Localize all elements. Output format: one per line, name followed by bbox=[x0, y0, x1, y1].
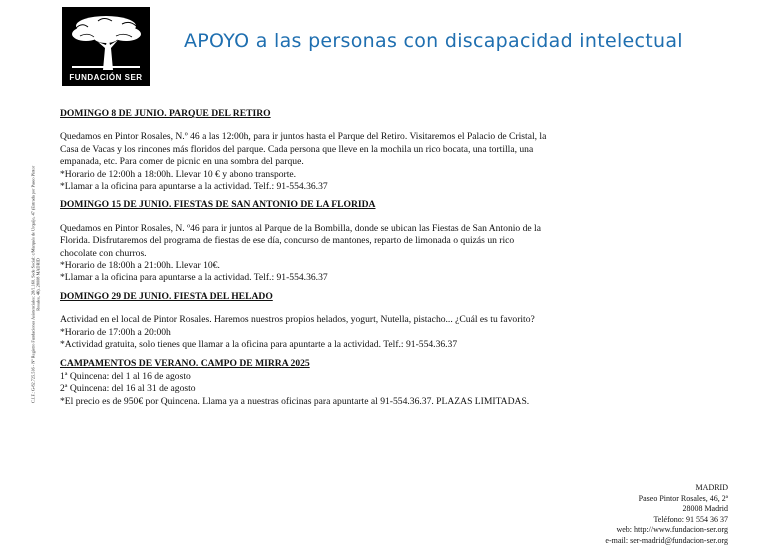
activity-text-line: empanada, etc. Para comer de picnic en una sombra del parque. bbox=[60, 156, 304, 168]
activity-text-line: *El precio es de 950€ por Quincena. Llama ya a nuestras oficinas para apuntarte al 91-554.36.37. PLAZAS LIMITADAS. bbox=[60, 395, 530, 407]
page-title: APOYO a las personas con discapacidad intelectual bbox=[184, 30, 683, 52]
activity-title: CAMPAMENTOS DE VERANO. CAMPO DE MIRRA 2025 bbox=[60, 357, 310, 369]
footer-web: web: http://www.fundacion-ser.org bbox=[616, 525, 728, 535]
activity-text-line: 1ª Quincena: del 1 al 16 de agosto bbox=[60, 370, 191, 382]
activity-text-line: Casa de Vacas y los rincones más floridos del parque. Cada persona que lleve en la mochila un rico bocata, una tortilla, una bbox=[60, 143, 534, 155]
footer-city: MADRID bbox=[695, 483, 728, 492]
activity-section bbox=[60, 108, 640, 193]
footer-email: e-mail: ser-madrid@fundacion-ser.org bbox=[605, 535, 728, 545]
contact-footer bbox=[605, 483, 728, 547]
activity-section bbox=[60, 199, 640, 284]
footer-address: Paseo Pintor Rosales, 46, 2ª bbox=[638, 493, 728, 503]
activity-schedule: *Horario de 17:00h a 20:00h bbox=[60, 326, 171, 338]
activity-section bbox=[60, 358, 640, 409]
footer-postal: 28008 Madrid bbox=[682, 504, 728, 514]
activity-text-line: Actividad en el local de Pintor Rosales. Haremos nuestros propios helados, yogurt, Nutella, pistacho... ¿Cuál es tu favorito? bbox=[60, 314, 535, 326]
activity-text-line: Florida. Disfrutaremos del programa de fiestas de ese día, concurso de mantones, reparto de limonada o quizás un rico bbox=[60, 235, 515, 247]
activity-contact: *Llamar a la oficina para apuntarse a la actividad. Telf.: 91-554.36.37 bbox=[60, 272, 328, 284]
activity-title: DOMINGO 29 DE JUNIO. FIESTA DEL HELADO bbox=[60, 290, 273, 302]
side-text-line: C.I.F.: G-82.725.516 - Nº Registro Fundaciones Asistenciales: 28/1.160. Sede Social: c/Marqués de Urquijo, 47 (Entrada por Paseo Pintor bbox=[30, 165, 36, 403]
activity-title: DOMINGO 15 DE JUNIO. FIESTAS DE SAN ANTONIO DE LA FLORIDA bbox=[60, 199, 376, 211]
activity-contact: *Llamar a la oficina para apuntarse a la actividad. Telf.: 91-554.36.37 bbox=[60, 181, 328, 193]
side-text-line: Rosales, 46). 28008 MADRID bbox=[36, 258, 41, 311]
activity-contact: *Actividad gratuita, solo tienes que llamar a la oficina para apuntarte a la actividad. Telf.: 91-554.36.37 bbox=[60, 339, 458, 351]
tree-logo-icon bbox=[68, 12, 144, 70]
activity-text-line: Quedamos en Pintor Rosales, N.º 46 a las 12:00h, para ir juntos hasta el Parque del Retiro. Visitaremos el Palacio de Cristal, la bbox=[60, 131, 547, 143]
activity-schedule: *Horario de 12:00h a 18:00h. Llevar 10 € y abono transporte. bbox=[60, 168, 297, 180]
activity-text-line: 2ª Quincena: del 16 al 31 de agosto bbox=[60, 383, 196, 395]
fundacion-ser-logo bbox=[62, 7, 150, 86]
registration-side-text bbox=[31, 114, 42, 454]
activities-content bbox=[60, 108, 640, 414]
activity-schedule: *Horario de 18:00h a 21:00h. Llevar 10€. bbox=[60, 260, 220, 272]
activity-text-line: chocolate con churros. bbox=[60, 247, 147, 259]
activity-section bbox=[60, 291, 640, 352]
logo-text: FUNDACIÓN SER bbox=[69, 73, 143, 82]
activity-text-line: Quedamos en Pintor Rosales, N. º46 para ir juntos al Parque de la Bombilla, donde se ubican las Fiestas de San Antonio de la bbox=[60, 222, 541, 234]
footer-phone: Teléfono: 91 554 36 37 bbox=[653, 514, 728, 524]
activity-title: DOMINGO 8 DE JUNIO. PARQUE DEL RETIRO bbox=[60, 108, 271, 119]
